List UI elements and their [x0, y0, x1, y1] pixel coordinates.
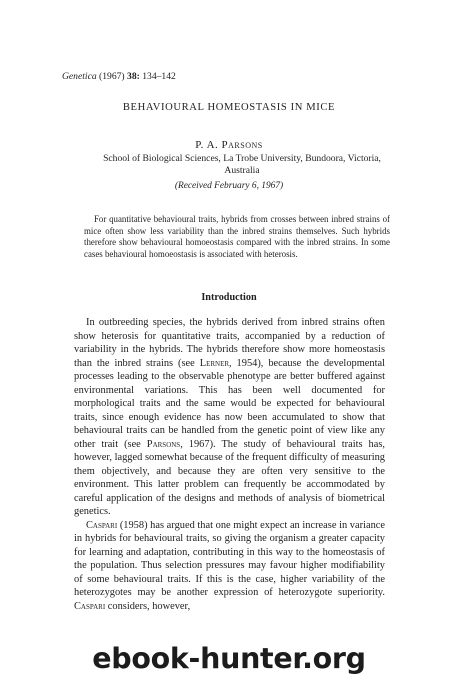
journal-volume: 38:: [127, 71, 140, 82]
citation-lerner: Lerner: [199, 357, 230, 369]
author-initials: P. A.: [195, 139, 219, 151]
body-text: [74, 316, 385, 613]
affiliation-line-1: School of Biological Sciences, La Trobe University, Bundoora, Victoria,: [103, 153, 381, 164]
paragraph-1-text-a: In outbreeding species, the hybrids derived from inbred strains often show heterosis for quantitative traits, accompanied by a reduction of variability in the hybrids. The hybrids therefore show more homeostasis than the inbred strains (see: [74, 317, 385, 369]
affiliation-line-2: Australia: [224, 165, 260, 176]
section-heading: Introduction: [201, 292, 257, 303]
affiliation: [72, 153, 412, 177]
paragraph-1-text-b: , 1954), because the developmental processes leading to the observable phenotype are better buffered against environmental variations. This has been well documented for morphological traits and the same would be expected for behavioural traits, since enough evidence has now been accumulated to show that behavioural traits can be handled from the genetic point of view like any other trait (see: [74, 357, 385, 450]
watermark: ebook-hunter.org: [92, 642, 366, 675]
citation-parsons: Parsons: [146, 438, 181, 450]
received-date: (Received February 6, 1967): [174, 181, 284, 191]
author: [0, 139, 458, 152]
journal-year: (1967): [99, 71, 125, 82]
citation-caspari: Caspari: [86, 519, 118, 531]
paragraph-2: [74, 519, 385, 614]
citation-caspari-2: Caspari: [74, 600, 106, 612]
journal-pages: 134–142: [142, 71, 176, 82]
paragraph-1-text-c: , 1967). The study of behavioural traits has, however, lagged somewhat because of the frequent difficulty of measuring them objectively, and because they are often very sensitive to the environment. This latter problem can frequently be accommodated by careful application of the designs and methods of analysis of biometrical genetics.: [74, 438, 385, 517]
abstract: For quantitative behavioural traits, hybrids from crosses between inbred strains of mice often show less variability than the inbred strains themselves. Such hybrids therefore show behavioural homoeostasis compared with the inbred strains. In some cases behavioural homoeostasis is associated with heterosis.: [84, 214, 390, 260]
journal-name: Genetica: [62, 71, 97, 82]
author-surname: Parsons: [221, 139, 263, 151]
paper-title: BEHAVIOURAL HOMEOSTASIS IN MICE: [122, 102, 336, 113]
paragraph-2-text-b: considers, however,: [105, 600, 191, 612]
paragraph-1: [74, 316, 385, 519]
paragraph-2-text-a: (1958) has argued that one might expect an increase in variance in hybrids for behavioural traits, so giving the organism a greater capacity for learning and adaptation, contributing in this way to the homeostasis of the population. Thus selection pressures may favour higher modifiability of some behavioural traits. If this is the case, higher variability of the heterozygotes may be another expression of heterozygote superiority.: [74, 519, 385, 598]
journal-citation: [62, 71, 176, 83]
